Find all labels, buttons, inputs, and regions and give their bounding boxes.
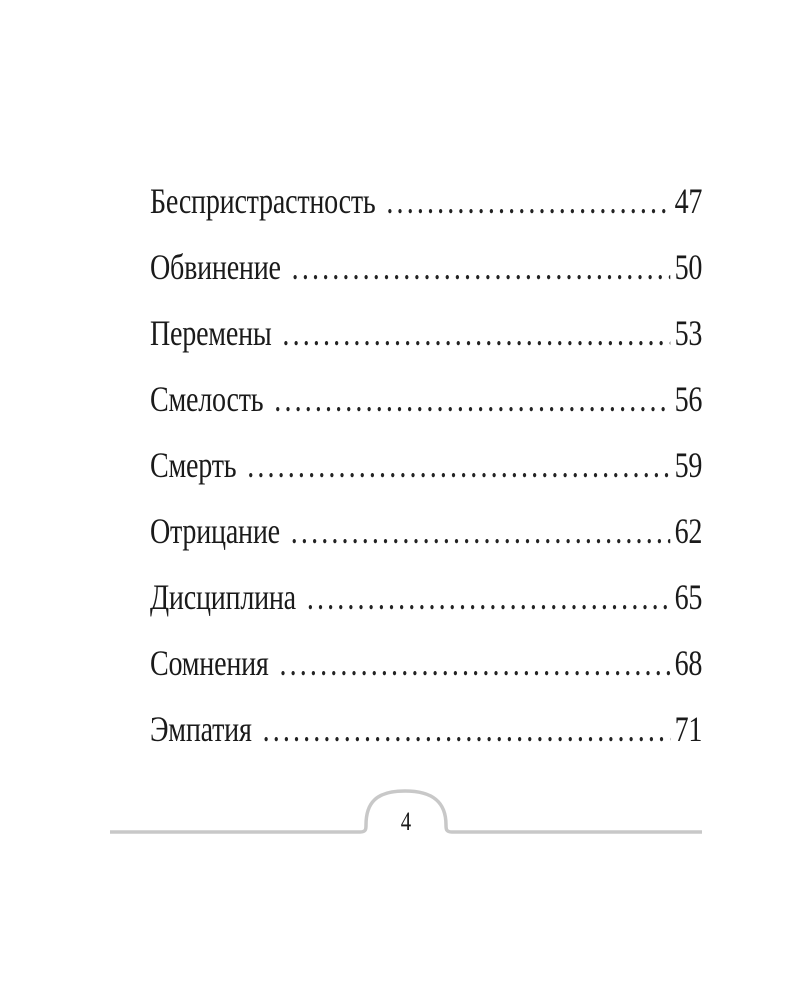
- page-footer: [110, 785, 702, 845]
- toc-entry-title: Сомнения: [150, 643, 269, 683]
- toc-entry-title: Перемены: [150, 313, 272, 353]
- toc-leader-dots: [280, 630, 670, 696]
- toc-entry-title: Смерть: [150, 445, 237, 485]
- toc-leader-dots: [282, 300, 670, 366]
- toc-entry[interactable]: [150, 696, 702, 762]
- toc-entry-page: 56: [674, 379, 703, 419]
- toc-entry-page: 68: [674, 643, 703, 683]
- toc-entry[interactable]: [150, 432, 702, 498]
- toc-entry-page: 50: [674, 247, 703, 287]
- toc-entry-page: 62: [674, 511, 703, 551]
- toc-entry-page: 59: [674, 445, 703, 485]
- toc-leader-dots: [307, 564, 670, 630]
- toc-entry[interactable]: [150, 564, 702, 630]
- toc-entry-title: Беспристрастность: [150, 181, 376, 221]
- table-of-contents: [150, 168, 702, 762]
- toc-leader-dots: [292, 234, 670, 300]
- toc-entry[interactable]: [150, 366, 702, 432]
- toc-entry-title: Смелость: [150, 379, 264, 419]
- toc-entry[interactable]: [150, 300, 702, 366]
- toc-leader-dots: [263, 696, 670, 762]
- toc-entry-page: 53: [674, 313, 703, 353]
- toc-entry[interactable]: [150, 168, 702, 234]
- toc-entry-title: Отрицание: [150, 511, 280, 551]
- toc-leader-dots: [386, 168, 670, 234]
- toc-entry[interactable]: [150, 630, 702, 696]
- toc-leader-dots: [247, 432, 670, 498]
- toc-entry-title: Эмпатия: [150, 709, 252, 749]
- toc-entry[interactable]: [150, 498, 702, 564]
- toc-entry-page: 65: [674, 577, 703, 617]
- toc-entry[interactable]: [150, 234, 702, 300]
- toc-entry-page: 47: [674, 181, 703, 221]
- toc-leader-dots: [274, 366, 670, 432]
- toc-entry-page: 71: [674, 709, 703, 749]
- toc-leader-dots: [291, 498, 670, 564]
- page-number: 4: [400, 807, 412, 836]
- toc-entry-title: Дисциплина: [150, 577, 296, 617]
- toc-entry-title: Обвинение: [150, 247, 281, 287]
